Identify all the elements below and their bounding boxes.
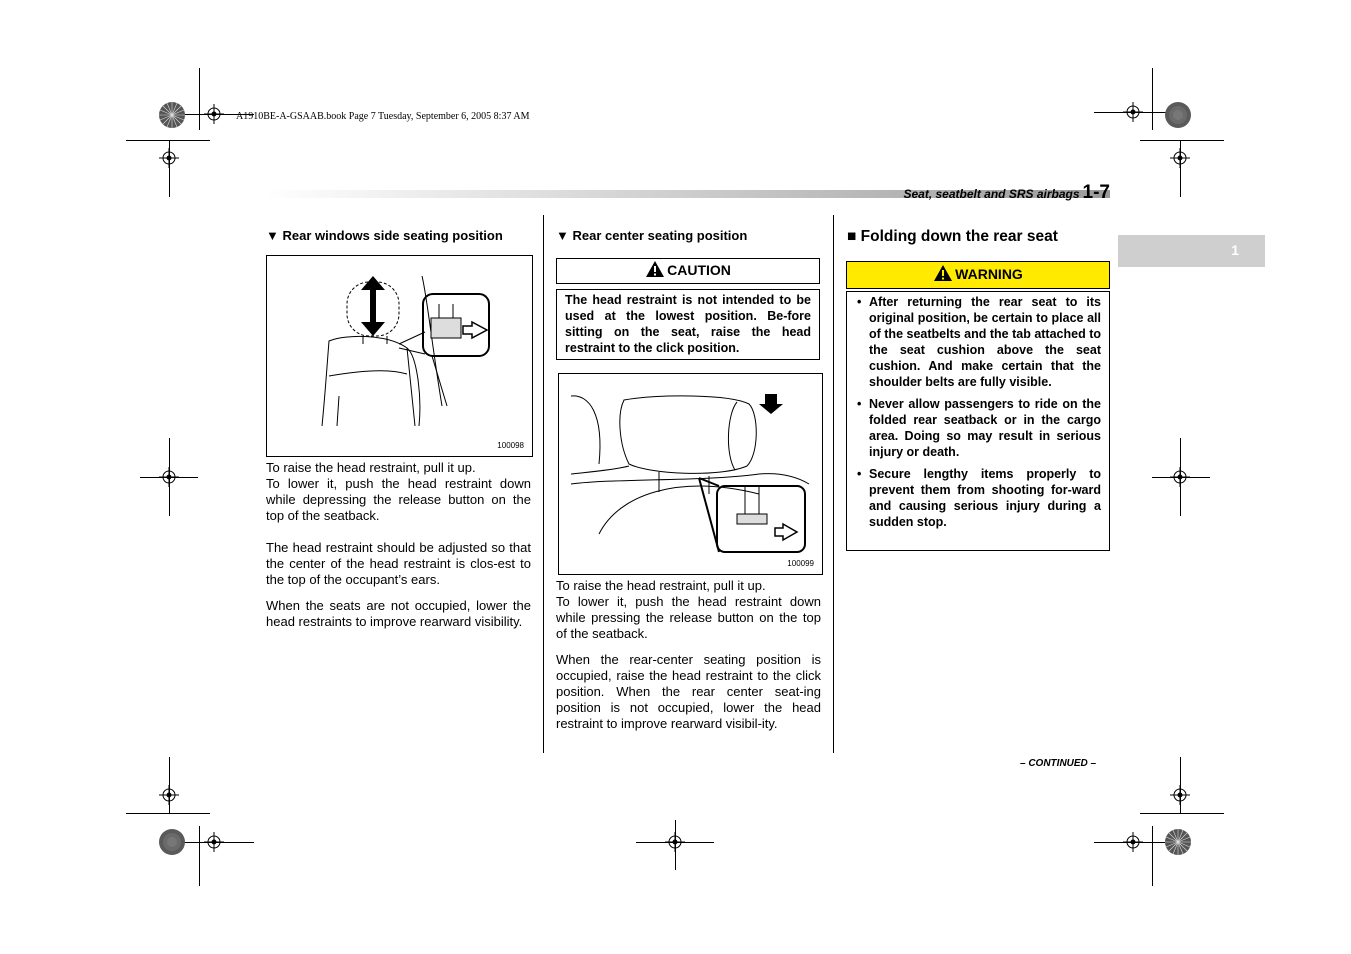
paragraph: To raise the head restraint, pull it up. [556,578,766,593]
figure-number: 100099 [787,559,814,568]
warning-triangle-icon [645,260,665,278]
chapter-tab [1118,235,1265,267]
column-rear-center [556,228,821,254]
subsection-heading: ▼ Rear center seating position [556,228,748,243]
column-2-body [556,578,821,742]
registration-mark-icon [1123,832,1143,852]
page-header [903,182,1110,204]
column-divider [543,215,544,753]
registration-mark-icon [1170,467,1190,487]
gray-target-icon [158,828,186,856]
figure-rear-side-head-restraint [266,255,533,457]
warning-text [846,291,1110,551]
registration-mark-icon [204,104,224,124]
starburst-target-icon [158,101,186,129]
column-1-body [266,460,531,640]
figure-rear-center-head-restraint [558,373,823,575]
book-info-line: A1910BE-A-GSAAB.book Page 7 Tuesday, September 6, 2005 8:37 AM [236,111,530,122]
warning-item: • Never allow passengers to ride on the folded rear seatback or in the cargo area. Doing so may result in serious injury or death. [855,396,1101,460]
paragraph: When the seats are not occupied, lower the head restraints to improve rearward visibility. [266,598,531,629]
registration-mark-icon [159,785,179,805]
warning-triangle-icon [933,264,953,282]
chapter-tab-number: 1 [1231,242,1239,258]
warning-item: • After returning the rear seat to its original position, be certain to place all of the seatbelts and the tab attached to the seat cushion above the seat cushion. And make certain that the shoulder belts are fully visible. [855,294,1101,390]
registration-mark-icon [204,832,224,852]
paragraph: When the rear-center seating position is occupied, raise the head restraint to the click position. When the rear center seat-ing position is not occupied, lower the head restraint to improve rearward visibil-ity. [556,652,821,731]
registration-mark-icon [1170,148,1190,168]
head-restraint-illustration [267,256,532,456]
caution-header: CAUTION [556,258,820,284]
section-heading: ■ Folding down the rear seat [847,228,1058,245]
paragraph: The head restraint should be adjusted so that the center of the head restraint is clos-est to the top of the occupant’s ears. [266,540,531,587]
center-head-restraint-illustration [559,374,822,574]
column-folding-rear-seat [847,229,1110,245]
warning-item: • Secure lengthy items properly to prevent them from shooting for-ward and causing serious injury during a sudden stop. [855,466,1101,530]
page-number: 1-7 [1082,182,1110,203]
starburst-target-icon [1164,828,1192,856]
column-rear-windows-side [266,228,531,254]
paragraph: To lower it, push the head restraint down while pressing the release button on the top of the seatback. [556,594,821,641]
paragraph: To lower it, push the head restraint down while depressing the release button on the top of the seatback. [266,476,531,523]
registration-mark-icon [1170,785,1190,805]
caution-text: The head restraint is not intended to be used at the lowest position. Be-fore sitting on the seat, raise the head restraint to the click position. [556,289,820,360]
figure-number: 100098 [497,441,524,450]
continued-label: – CONTINUED – [1020,758,1097,769]
column-divider [833,215,834,753]
gray-target-icon [1164,101,1192,129]
section-title: Seat, seatbelt and SRS airbags [903,187,1080,201]
registration-mark-icon [159,148,179,168]
registration-mark-icon [1123,102,1143,122]
registration-mark-icon [159,467,179,487]
registration-mark-icon [665,832,685,852]
warning-header: WARNING [846,261,1110,289]
paragraph: To raise the head restraint, pull it up. [266,460,476,475]
subsection-heading: ▼ Rear windows side seating position [266,228,503,243]
